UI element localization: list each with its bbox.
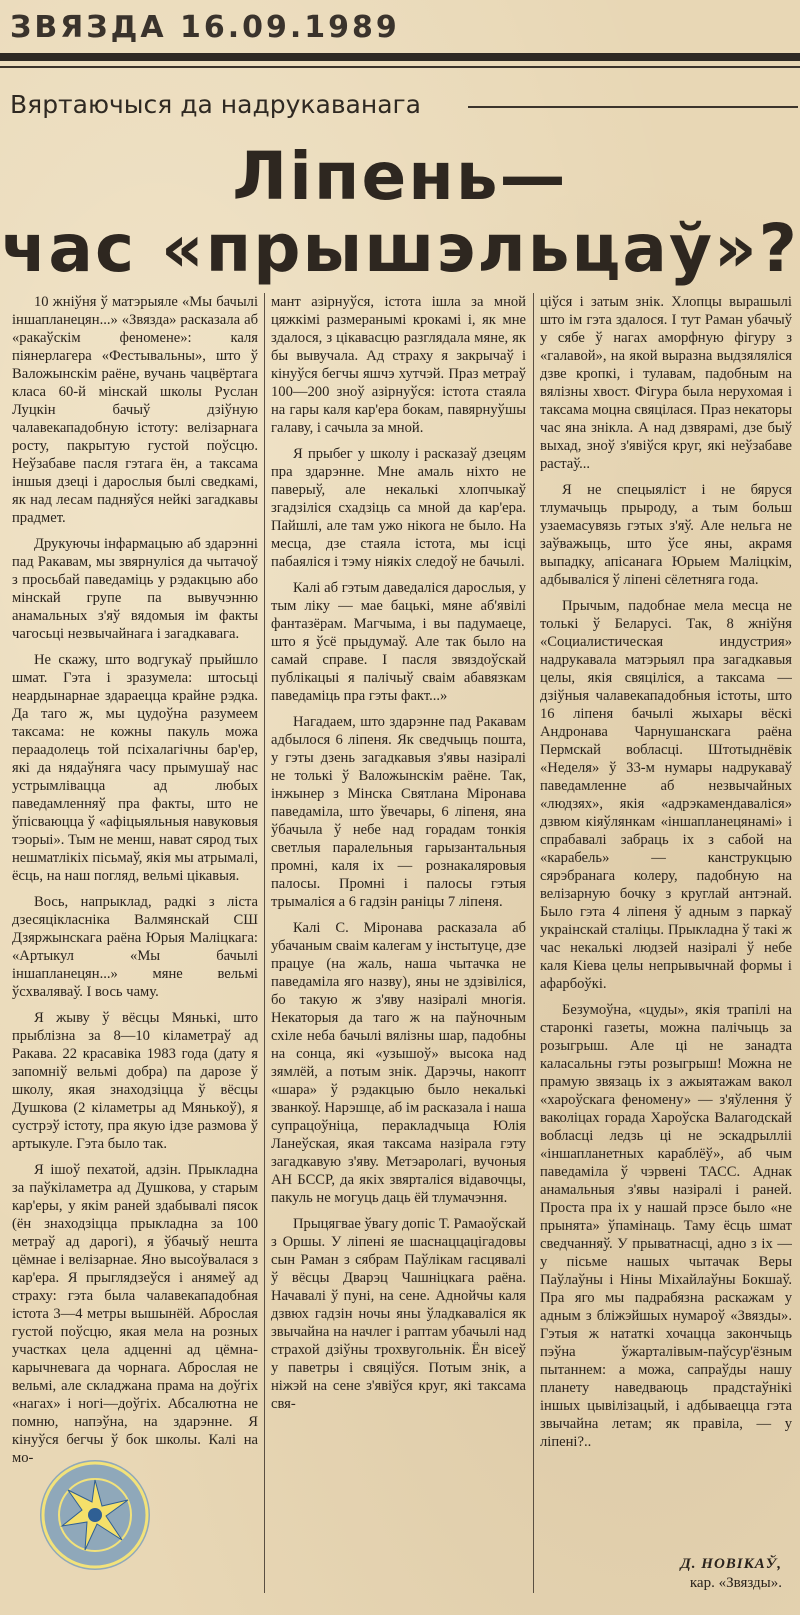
section-rubric: Вяртаючыся да надрукаванага — [10, 90, 421, 119]
paragraph: Я ішоў пехатой, адзін. Прыкладна за паўкіламетра ад Душкова, у старым кар'еры, у якім раней здабывалі пясок (ён знаходзіцца прыкладна за 100 метраў ад дарогі), я ўбачыў нешта цёмнае і велізарнае. Яно высоўвалася з кар'ера. Я прыглядзеўся і анямеў ад страху: гэта была чалавекападобная істота 3—4 метры вышынёй. Аброслая густой поўсцю, якая мела на розных участках цела адценні ад цёмна-карычневага да чорнага. Аброслая не вельмі, але складжана прама на доўгіх «нагах» і ногі—доўгіх. Абсалютна не помню, напэўна, на здарэнне. Я кінуўся бегчы ў бок школы. Калі на мо- — [12, 1162, 258, 1466]
paragraph: Не скажу, што водгукаў прыйшло шмат. Гэта і зразумела: штосьці неардынарнае здараецца крайне рэдка. Да таго ж, мы цудоўна разумеем таксама: не кожны пакуль можа пераадолець той псіхалагічны бар'ер, які да нядаўняга часу прымушаў нас устрымлівацца ад любых паведамленняў пра факты, што не ўпісваюцца ў «афіцыяльныя навуковыя тэорыі». Тым не менш, нават сярод тых нешматлікіх пісьмаў, якія мы атрымалі, ёсць, на наш погляд, вельмі цікавыя. — [12, 652, 258, 884]
paragraph: ціўся і затым знік. Хлопцы вырашылі што ім гэта здалося. І тут Раман убачыў у сябе ў нагах аморфную фігуру з «галавой», на якой выразна выдзяляліся дзве кропкі, і тулавам, падобным на вялізны хвост. Фігура была нерухомая і таксама моцна свяцілася. Праз некаторы час яна знікла. А над дзвярамі, дзе быў выхад, зноў з'явіўся круг, які неўзабаве растаў... — [540, 294, 792, 472]
paragraph: Безумоўна, «цуды», якія трапілі на старонкі газеты, можна палічыць за розыгрыш. Але ці не занадта каласальны гэты розыгрыш! Можна не прамую звязаць іх з ажыятажам вакол «хароўскага феномену» — з'яўлення ў ваколіцах горада Хароўска Валагодскай вобласці ледзь ці не эскадрылліі «іншапланетных караблёў», аб чым паведаміла ў чэрвені ТАСС. Аднак анамальныя з'явы назіралі і раней. Проста пра іх у нашай прэсе было «не прынята» ўпамінаць. Таму ёсць шмат сведчанняў. У прыватнасці, адно з іх — у пісьме нашых чытачак Веры Паўлаўны і Ніны Міхайлаўны Бокшаў. Пра яго мы падрабязна раскажам у адным з бліжэйшых нумароў «Звязды». Гэтыя ж нататкі хочацца закончыць пэўна ўжарталівым-паўсур'ёзным пытаннем: а можа, сапраўды нашу планету наведваюць прадстаўнікі іншых цывілізацый, і адбываецца гэта звычайна летам; як правіла, — у ліпені?.. — [540, 1002, 792, 1450]
article-column-2 — [271, 293, 526, 1593]
column-divider — [533, 293, 534, 1593]
headline-line-2: час «прышэльцаў»? — [1, 210, 799, 287]
author-title: кар. «Звязды». — [689, 1575, 782, 1591]
newspaper-masthead: ЗВЯЗДА 16.09.1989 — [10, 10, 400, 45]
paragraph: Я жыву ў вёсцы Мянькі, што прыблізна за 8—10 кіламетраў ад Ракава. 22 красавіка 1983 года (дату я запомніў вельмі добра) па дарозе ў школу, якая знаходзіцца ў вёсцы Душкова (2 кіламетры ад Мянькоў), я сустрэў істоту, пра якую ідзе размова ў артыкуле. Гэта было так. — [12, 1010, 258, 1152]
paragraph: Я прыбег у школу і расказаў дзецям пра здарэнне. Мне амаль ніхто не паверыў, але некалькі хлопчыкаў згадзіліся схадзіць са мной да кар'ера. Пайшлі, але там ужо нікога не было. На месца, дзе стаяла істота, мы ісці пабаяліся і тэму ніякіх следоў не бачылі. — [271, 446, 526, 570]
article-column-3 — [540, 293, 792, 1593]
paragraph: 10 жніўня ў матэрыяле «Мы бачылі іншапланецян...» «Звязда» расказала аб «ракаўскім феномене»: каля піянерлагера «Фестывальны», што ў Валожынскім раёне, вучань чацвёртага класа 60-й мінскай школы Руслан Луцкін бачыў дзіўную чалавекападобную істоту: велізарнага росту, пакрытую густой поўсцю. Неўзабаве пасля гэтага ён, а таксама іншыя дзеці і дарослыя былі сведкамі, як над лесам падняўся нейкі загадкавы прадмет. — [12, 294, 258, 526]
paragraph: Калі С. Міронава расказала аб убачаным сваім калегам у інстытуце, дзе працуе (на жаль, наша чытачка не паведаміла яго назву), яны не здзівіліся, бо такую ж з'яву назіралі многія. Некаторыя да таго ж на паўночным схіле неба бачылі вялізны шар, падобны на сонца, які «узышоў» высока над зямлёй, а потым знік. Дарэчы, накопт «шара» ў рэдакцыю было некалькі званкоў. Нарэшце, аб ім расказала і наша супрацоўніца, перакладчыца Юлія Ланеўская, якая таксама назірала гэту загадкавую з'яву. Метэаролагі, вучоныя АН БССР, да якіх звярталіся відавочцы, пакуль не могуць даць ёй тлумачэння. — [271, 920, 526, 1206]
article-column-1 — [12, 293, 258, 1593]
masthead-rule-thin — [0, 66, 800, 68]
author-name: Д. НОВІКАЎ, — [680, 1556, 782, 1572]
column-divider — [264, 293, 265, 1593]
paragraph: мант азірнуўся, істота ішла за мной цяжкімі размеранымі крокамі і, як мне здалося, з цікавасцю разглядала мяне, як бы вывучала. Ад страху я закрычаў і кінуўся бегчы яшчэ хутчэй. Праз метраў 100—200 зноў азірнуўся: істота стаяла на гары каля кар'ера бокам, павярнуўшы галаву, і сачыла за мной. — [271, 294, 526, 436]
paragraph: Калі аб гэтым даведаліся дарослыя, у тым ліку — мае бацькі, мяне аб'явілі фантазёрам. Магчыма, і вы падумаеце, што я ўсё прыдумаў. Але так было на самай справе. І пасля звяздоўскай публікацыі я палічыў сваім абавязкам паведаміць пра гэты факт...» — [271, 580, 526, 704]
paragraph: Прычым, падобнае мела месца не толькі ў Беларусі. Так, 8 жніўня «Социалистическая индустрия» надрукавала матэрыял пра загадкавыя целы, якія свяціліся, а таксама — дзіўныя чалавекападобныя істоты, што 16 ліпеня бачылі жыхары вёскі Андронава Чарнушанскага раёна Пермскай вобласці. Штотыднёвік «Неделя» ў 33-м нумары надрукаваў паведамленне аб незвычайных «людзях», якія «адрэкамендаваліся» дзвюм кіяўлянкам «іншапланецянамі» і спрабавалі забраць іх з сабой на «карабель» — канструкцыю сярэбранага колеру, падобную на велізарную бочку з круглай антэнай. Было гэта 4 ліпеня ў адным з паркаў украінскай сталіцы. Прыкладна ў такі ж час некалькі людзей назіралі ў небе каля Кіева целы непрывычнай формы і афарбоўкі. — [540, 598, 792, 992]
cryptophysical-committee-stamp — [40, 1460, 150, 1570]
rubric-rule — [468, 106, 798, 108]
paragraph: Прыцягвае ўвагу допіс Т. Рамаоўскай з Оршы. У ліпені яе шаснаццацігадовы сын Раман з сябрам Паўлікам гасцявалі ў вёсцы Дварэц Чашніцкага раёна. Начавалі ў пуні, на сене. Аднойчы каля дзвюх гадзін ночы яны ўладкаваліся як звычайна на начлег і раптам убачылі над страхой дзіўны трохвугольнік. Ён вісеў у паветры і свяціўся. Потым знік, а ніжэй на сене з'явіўся круг, які таксама свя- — [271, 1216, 526, 1412]
stamp-emblem-icon — [40, 1460, 150, 1570]
paragraph: Я не спецыяліст і не бяруся тлумачыць прыроду, а тым больш узаемасувязь гэтых з'яў. Але нельга не заўважыць, што ўсе яны, акрамя выпадку, апісанага Юрыем Маліцкім, адбываліся ў ліпені сёлетняга года. — [540, 482, 792, 588]
masthead-rule — [0, 53, 800, 61]
paragraph: Нагадаем, што здарэнне пад Ракавам адбылося 6 ліпеня. Як сведчыць пошта, у гэты дзень загадкавыя з'явы назіралі не толькі ў Валожынскім раёне. Так, інжынер з Мінска Святлана Міронава паведаміла, што ўвечары, 6 ліпеня, яна ўбачыла ў небе над горадам тонкія светлыя паралельныя гарызантальныя промні, каля іх — рознакаляровыя палосы. Промні і палосы гэтыя трымаліся а 6 гадзін раніцы 7 ліпеня. — [271, 714, 526, 910]
paragraph: Друкуючы інфармацыю аб здарэнні пад Ракавам, мы звярнуліся да чытачоў з просьбай паведаміць у рэдакцыю або мінскай групе па вывучэнню анамальных з'яў вядомыя ім факты чагосьці незвычайнага і загадкавага. — [12, 536, 258, 642]
paragraph: Вось, напрыклад, радкі з ліста дзесяцікласніка Валмянскай СШ Дзяржынскага раёна Юрыя Маліцкага: «Артыкул «Мы бачылі іншапланецян...» мяне вельмі ўсхваляваў. І вось чаму. — [12, 894, 258, 1000]
headline-line-1: Ліпень— — [232, 138, 568, 215]
author-signature — [681, 1555, 782, 1593]
